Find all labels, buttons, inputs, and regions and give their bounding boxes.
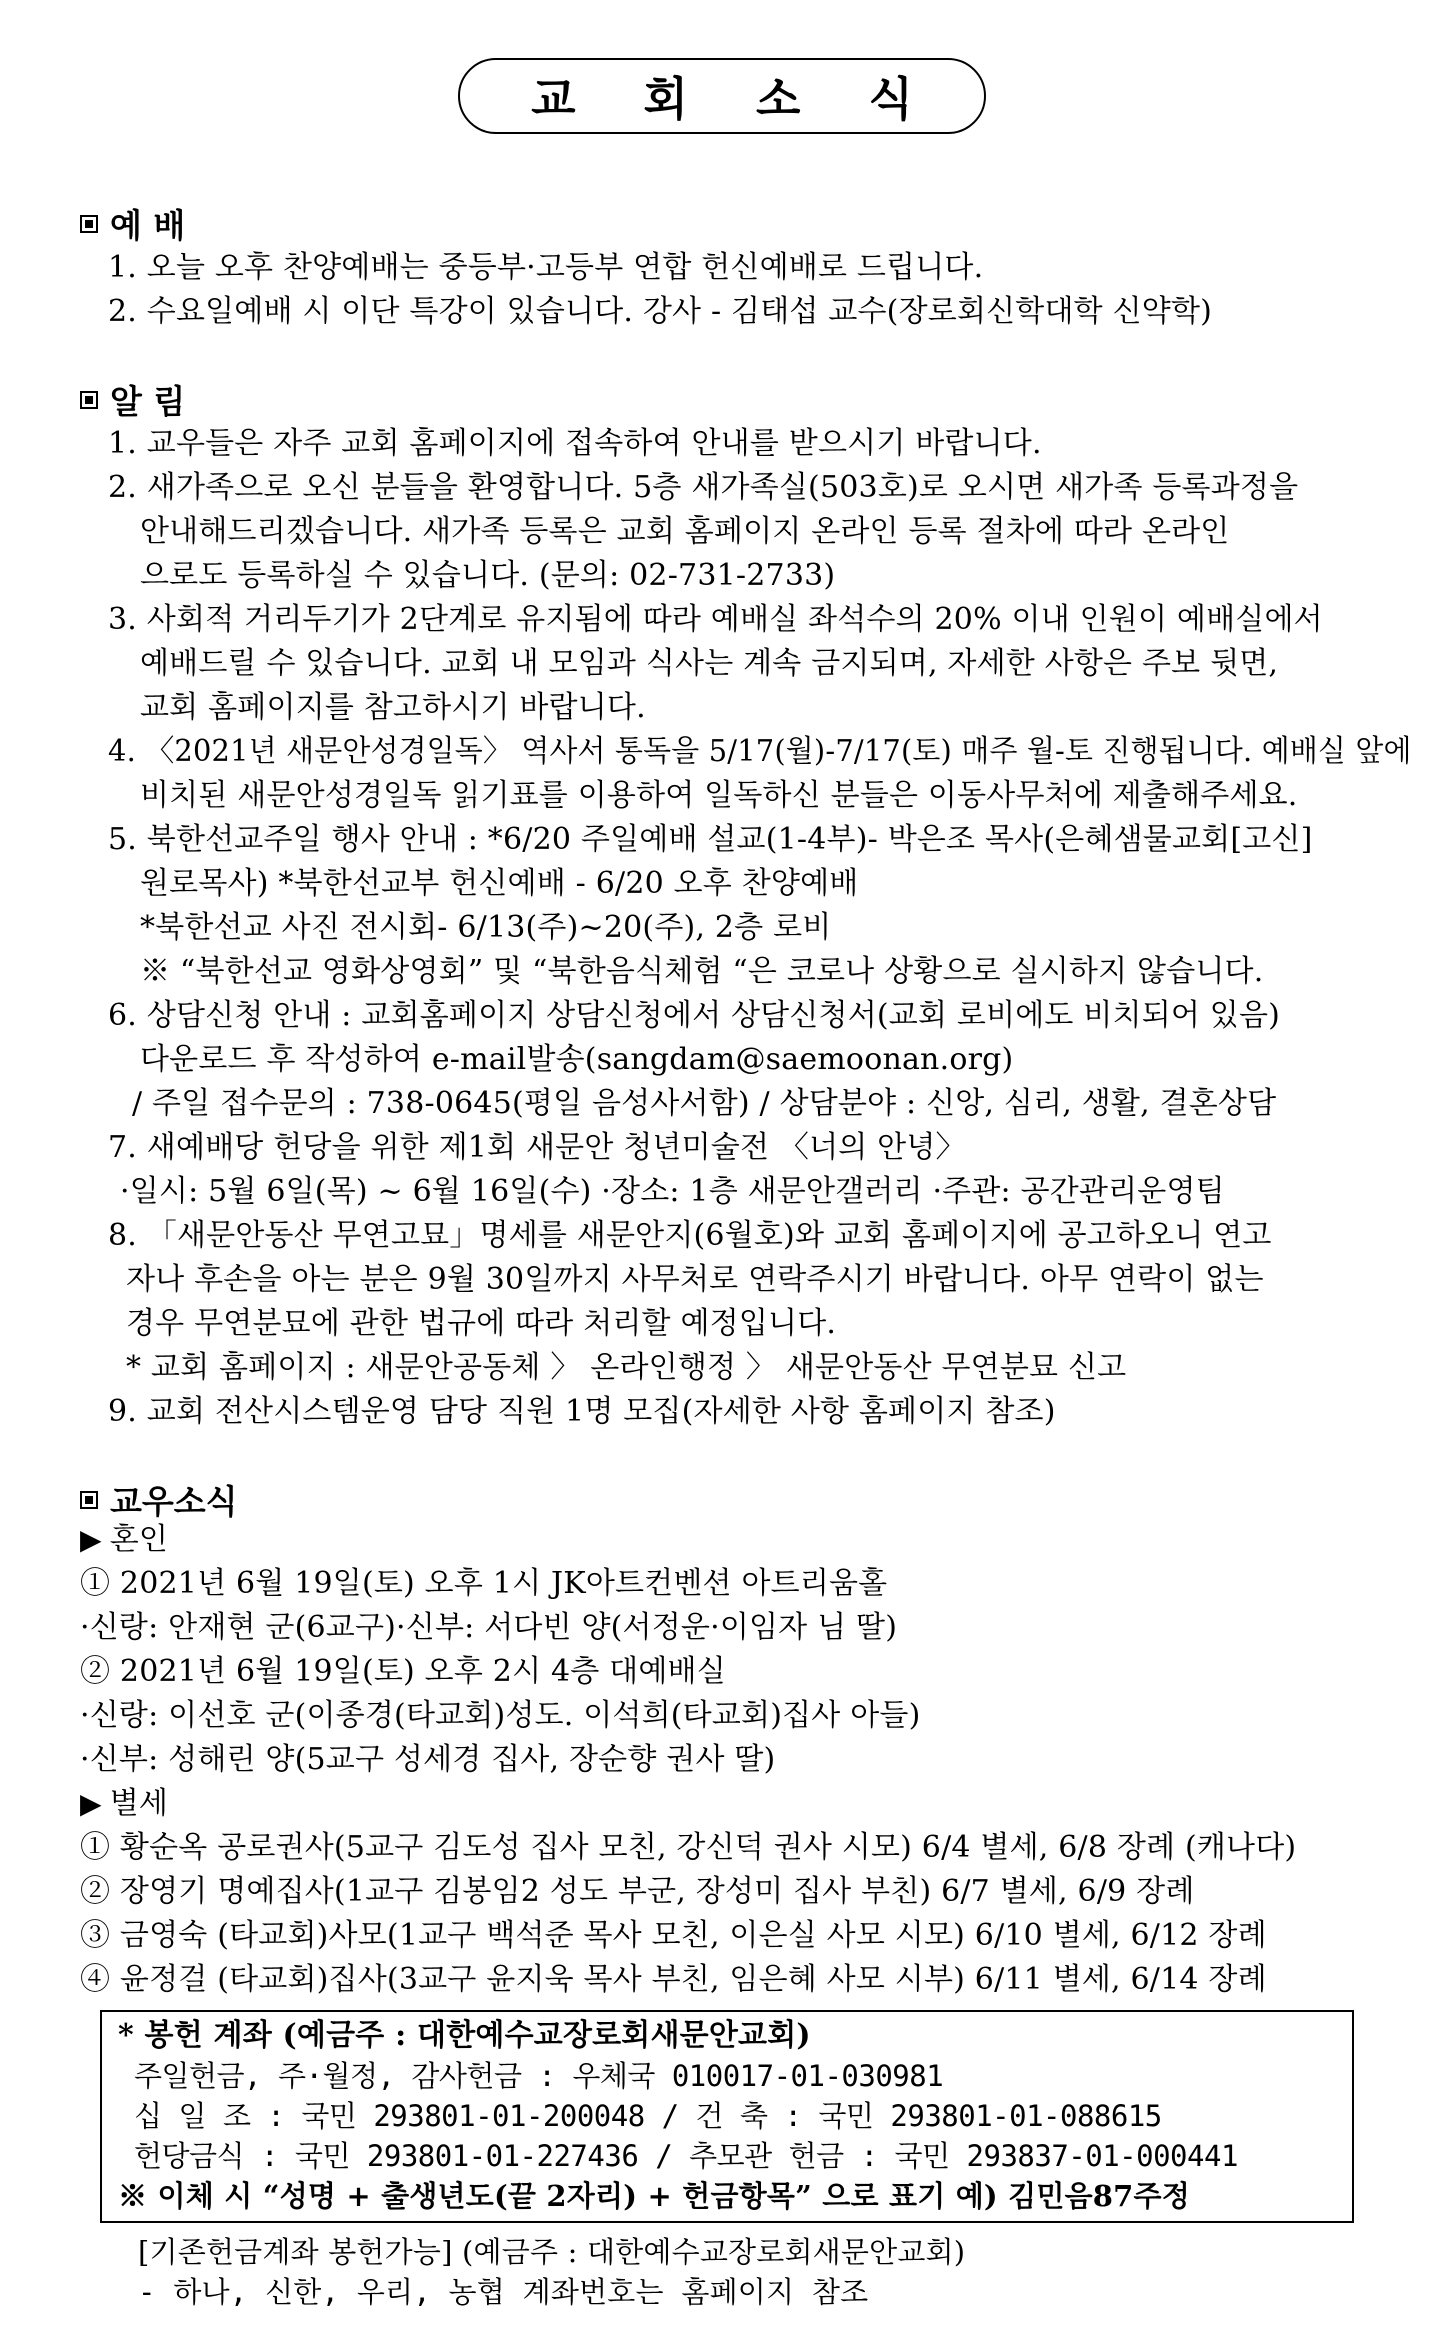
notice-line: / 주일 접수문의 : 738-0645(평일 음성사서함) / 상담분야 : 신앙, 심리, 생활, 결혼상담 bbox=[132, 1086, 1277, 1121]
notice-line: 1. 교우들은 자주 교회 홈페이지에 접속하여 안내를 받으시기 바랍니다. bbox=[108, 426, 1042, 461]
worship-item: 1. 오늘 오후 찬양예배는 중등부·고등부 연합 헌신예배로 드립니다. bbox=[108, 250, 984, 285]
death-line: ④ 윤정걸 (타교회)집사(3교구 윤지욱 목사 부친, 임은혜 사모 시부) 6/11 별세, 6/14 장례 bbox=[80, 1962, 1267, 1997]
notice-line: ·일시: 5월 6일(목) ~ 6월 16일(수) ·장소: 1층 새문안갤러리 ·주관: 공간관리운영팀 bbox=[120, 1174, 1225, 1209]
notice-line: 으로도 등록하실 수 있습니다. (문의: 02-731-2733) bbox=[140, 558, 836, 593]
legacy-note: - 하나, 신한, 우리, 농협 계좌번호는 홈페이지 참조 bbox=[138, 2275, 869, 2309]
notice-line: 안내해드리겠습니다. 새가족 등록은 교회 홈페이지 온라인 등록 절차에 따라 온라인 bbox=[140, 514, 1230, 549]
notice-line: * 교회 홈페이지 : 새문안공동체 〉 온라인행정 〉 새문안동산 무연분묘 신고 bbox=[126, 1350, 1127, 1385]
square-bullet-icon bbox=[80, 1491, 98, 1509]
notice-line: 비치된 새문안성경일독 읽기표를 이용하여 일독하신 분들은 이동사무처에 제출해주세요. bbox=[140, 778, 1298, 813]
wedding-line: ·신랑: 안재현 군(6교구)·신부: 서다빈 양(서정운·이임자 님 딸) bbox=[80, 1610, 898, 1645]
legacy-label: [기존헌금계좌 봉헌가능] bbox=[138, 2235, 453, 2269]
notice-line: 3. 사회적 거리두기가 2단계로 유지됨에 따라 예배실 좌석수의 20% 이내 인원이 예배실에서 bbox=[108, 602, 1323, 637]
notice-line: 8. 「새문안동산 무연고묘」명세를 새문안지(6월호)와 교회 홈페이지에 공고하오니 연고 bbox=[108, 1218, 1272, 1253]
wedding-line: ② 2021년 6월 19일(토) 오후 2시 4층 대예배실 bbox=[80, 1654, 726, 1689]
page-title: 교 회 소 식 bbox=[458, 58, 986, 134]
death-line: ③ 금영숙 (타교회)사모(1교구 백석준 목사 모친, 이은실 사모 시모) 6/10 별세, 6/12 장례 bbox=[80, 1918, 1267, 1953]
death-heading bbox=[80, 1782, 168, 1826]
notice-line: 교회 홈페이지를 참고하시기 바랍니다. bbox=[140, 690, 646, 725]
wedding-line: ·신랑: 이선호 군(이종경(타교회)성도. 이석희(타교회)집사 아들) bbox=[80, 1698, 921, 1733]
death-line: ② 장영기 명예집사(1교구 김봉임2 성도 부군, 장성미 집사 부친) 6/7 별세, 6/9 장례 bbox=[80, 1874, 1195, 1909]
notice-line: 원로목사) *북한선교부 헌신예배 - 6/20 오후 찬양예배 bbox=[140, 866, 859, 901]
notice-line: 5. 북한선교주일 행사 안내 : *6/20 주일예배 설교(1-4부)- 박은조 목사(은혜샘물교회[고신] bbox=[108, 822, 1313, 857]
accounts-heading: * 봉헌 계좌 (예금주 : 대한예수교장로회새문안교회) bbox=[118, 2018, 811, 2053]
notice-line: 9. 교회 전산시스템운영 담당 직원 1명 모집(자세한 사항 홈페이지 참조) bbox=[108, 1394, 1056, 1429]
notice-line: 2. 새가족으로 오신 분들을 환영합니다. 5층 새가족실(503호)로 오시면 새가족 등록과정을 bbox=[108, 470, 1299, 505]
notice-line: 자나 후손을 아는 분은 9월 30일까지 사무처로 연락주시기 바랍니다. 아무 연락이 없는 bbox=[126, 1262, 1264, 1297]
account-line: 헌당금식 : 국민 293801-01-227436 / 추모관 헌금 : 국민 293837-01-000441 bbox=[134, 2139, 1238, 2173]
account-line: 십 일 조 : 국민 293801-01-200048 / 건 축 : 국민 293801-01-088615 bbox=[134, 2099, 1162, 2133]
worship-heading bbox=[80, 200, 185, 247]
worship-item: 2. 수요일예배 시 이단 특강이 있습니다. 강사 - 김태섭 교수(장로회신학대학 신약학) bbox=[108, 294, 1213, 329]
notice-line: ※ “북한선교 영화상영회” 및 “북한음식체험 “은 코로나 상황으로 실시하지 않습니다. bbox=[140, 954, 1264, 989]
account-line: 주일헌금, 주·월정, 감사헌금 : 우체국 010017-01-030981 bbox=[134, 2059, 944, 2093]
death-heading-label: 별세 bbox=[109, 1786, 169, 1821]
worship-heading-label: 예 배 bbox=[110, 206, 186, 245]
notices-heading bbox=[80, 376, 185, 423]
wedding-heading bbox=[80, 1518, 168, 1562]
wedding-line: ① 2021년 6월 19일(토) 오후 1시 JK아트컨벤션 아트리움홀 bbox=[80, 1566, 888, 1601]
notice-line: 4. 〈2021년 새문안성경일독〉 역사서 통독을 5/17(월)-7/17(토) 매주 월-토 진행됩니다. 예배실 앞에 bbox=[108, 734, 1412, 769]
members-heading-label: 교우소식 bbox=[110, 1482, 238, 1521]
notice-line: 예배드릴 수 있습니다. 교회 내 모임과 식사는 계속 금지되며, 자세한 사항은 주보 뒷면, bbox=[140, 646, 1279, 681]
notice-line: 7. 새예배당 헌당을 위한 제1회 새문안 청년미술전 〈너의 안녕〉 bbox=[108, 1130, 966, 1165]
notice-line: 6. 상담신청 안내 : 교회홈페이지 상담신청에서 상담신청서(교회 로비에도 비치되어 있음) bbox=[108, 998, 1281, 1033]
death-line: ① 황순옥 공로권사(5교구 김도성 집사 모친, 강신덕 권사 시모) 6/4 별세, 6/8 장례 (캐나다) bbox=[80, 1830, 1297, 1865]
notice-line: 다운로드 후 작성하여 e-mail발송(sangdam@saemoonan.org) bbox=[140, 1042, 1014, 1077]
triangle-right-icon: ▶ bbox=[80, 1787, 102, 1820]
members-heading bbox=[80, 1476, 238, 1523]
wedding-line: ·신부: 성해린 양(5교구 성세경 집사, 장순향 권사 딸) bbox=[80, 1742, 776, 1777]
transfer-note: ※ 이체 시 “성명 + 출생년도(끝 2자리) + 헌금항목” 으로 표기 예) 김민음87주정 bbox=[118, 2179, 1190, 2213]
wedding-heading-label: 혼인 bbox=[109, 1522, 169, 1557]
triangle-right-icon: ▶ bbox=[80, 1523, 102, 1556]
notices-heading-label: 알 림 bbox=[110, 382, 186, 421]
notice-line: 경우 무연분묘에 관한 법규에 따라 처리할 예정입니다. bbox=[126, 1306, 837, 1341]
legacy-accounts bbox=[138, 2230, 965, 2274]
square-bullet-icon bbox=[80, 391, 98, 409]
notice-line: *북한선교 사진 전시회- 6/13(주)~20(주), 2층 로비 bbox=[140, 910, 832, 945]
square-bullet-icon bbox=[80, 215, 98, 233]
legacy-owner: (예금주 : 대한예수교장로회새문안교회) bbox=[452, 2235, 966, 2269]
